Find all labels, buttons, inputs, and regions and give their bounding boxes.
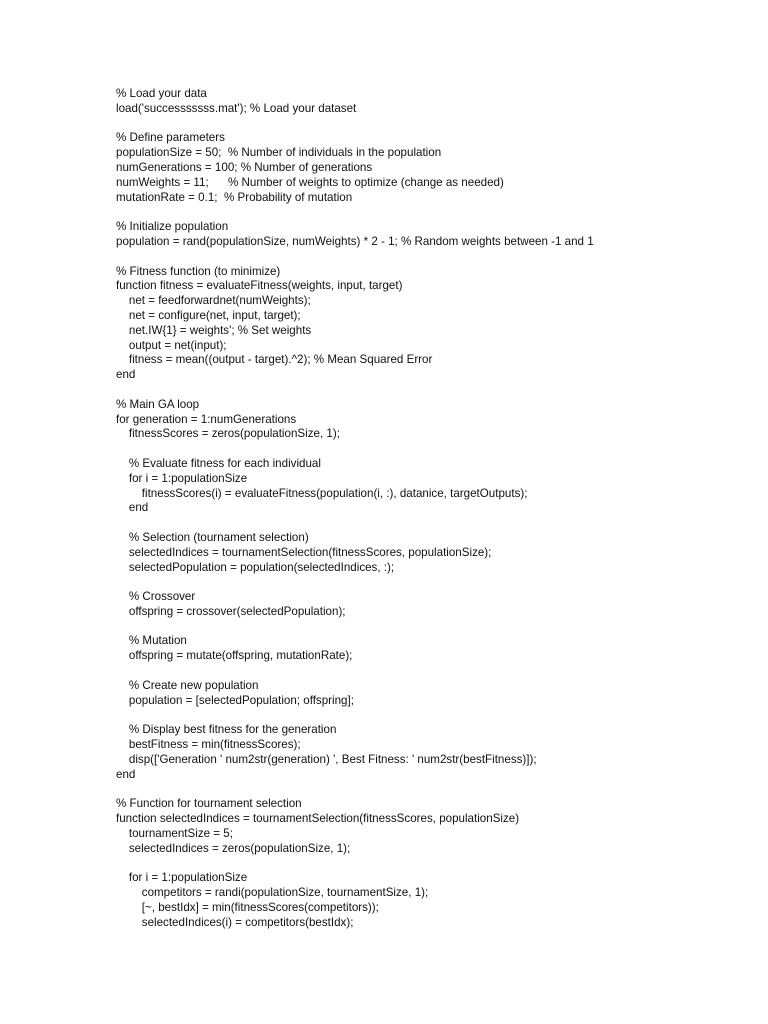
code-line: % Define parameters	[116, 131, 225, 145]
code-line	[116, 782, 756, 797]
code-line: fitnessScores = zeros(populationSize, 1);	[116, 427, 340, 441]
code-line: offspring = mutate(offspring, mutationRate);	[116, 649, 353, 663]
code-line: % Main GA loop	[116, 397, 200, 411]
code-line: load('successsssss.mat'); % Load your dataset	[116, 101, 357, 115]
code-line: population = rand(populationSize, numWeights) * 2 - 1; % Random weights between -1 and 1	[116, 234, 594, 248]
code-line: bestFitness = min(fitnessScores);	[116, 738, 301, 752]
code-line	[116, 383, 756, 398]
code-line: end	[116, 767, 136, 781]
code-line	[116, 856, 756, 871]
code-line	[116, 516, 756, 531]
code-line: tournamentSize = 5;	[116, 826, 233, 840]
code-line: selectedPopulation = population(selectedIndices, :);	[116, 560, 395, 574]
code-line: mutationRate = 0.1; % Probability of mutation	[116, 190, 353, 204]
code-line	[116, 708, 756, 723]
code-line: numGenerations = 100; % Number of generations	[116, 160, 373, 174]
code-line: % Mutation	[116, 634, 187, 648]
code-line	[116, 575, 756, 590]
code-line: function selectedIndices = tournamentSelection(fitnessScores, populationSize)	[116, 812, 520, 826]
code-line: net = configure(net, input, target);	[116, 308, 301, 322]
code-line: [~, bestIdx] = min(fitnessScores(competitors));	[116, 900, 379, 914]
code-line: selectedIndices = zeros(populationSize, 1);	[116, 841, 351, 855]
code-line	[116, 205, 756, 220]
code-line: % Load your data	[116, 87, 207, 100]
code-line: for generation = 1:numGenerations	[116, 412, 297, 426]
code-line: for i = 1:populationSize	[116, 471, 248, 485]
code-line	[116, 442, 756, 457]
code-line: fitness = mean((output - target).^2); % Mean Squared Error	[116, 353, 433, 367]
code-line: net = feedforwardnet(numWeights);	[116, 294, 311, 308]
code-line: % Evaluate fitness for each individual	[116, 456, 321, 470]
code-line	[116, 117, 756, 132]
code-line: % Selection (tournament selection)	[116, 530, 309, 544]
code-line: % Function for tournament selection	[116, 797, 302, 811]
code-line: % Initialize population	[116, 220, 229, 234]
code-line: for i = 1:populationSize	[116, 871, 248, 885]
code-line: selectedIndices = tournamentSelection(fitnessScores, populationSize);	[116, 545, 492, 559]
code-line	[116, 664, 756, 679]
code-line: % Display best fitness for the generation	[116, 723, 337, 737]
code-line: % Crossover	[116, 590, 196, 604]
code-line: % Fitness function (to minimize)	[116, 264, 281, 278]
code-line: selectedIndices(i) = competitors(bestIdx);	[116, 915, 354, 929]
code-line	[116, 250, 756, 265]
code-line: fitnessScores(i) = evaluateFitness(population(i, :), datanice, targetOutputs);	[116, 486, 528, 500]
code-line: end	[116, 501, 149, 515]
code-line: output = net(input);	[116, 338, 227, 352]
code-line: populationSize = 50; % Number of individuals in the population	[116, 146, 442, 160]
code-line: function fitness = evaluateFitness(weights, input, target)	[116, 279, 403, 293]
code-line: competitors = randi(populationSize, tournamentSize, 1);	[116, 886, 429, 900]
code-listing	[116, 87, 756, 930]
code-line: disp(['Generation ' num2str(generation) ', Best Fitness: ' num2str(bestFitness)]);	[116, 752, 537, 766]
code-line: numWeights = 11; % Number of weights to optimize (change as needed)	[116, 175, 504, 189]
code-line: end	[116, 368, 136, 382]
code-line: population = [selectedPopulation; offspring];	[116, 693, 354, 707]
code-line: % Create new population	[116, 678, 259, 692]
code-line: net.IW{1} = weights'; % Set weights	[116, 323, 312, 337]
code-line: offspring = crossover(selectedPopulation);	[116, 604, 346, 618]
code-line	[116, 620, 756, 635]
